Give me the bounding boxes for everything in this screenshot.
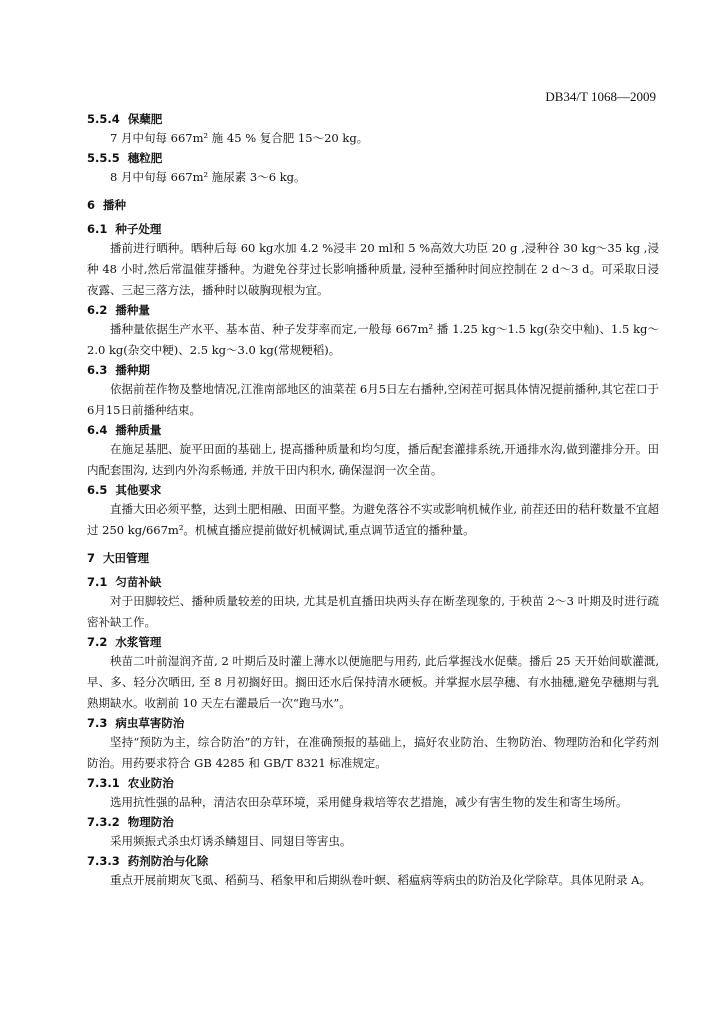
section-heading: 5.5.4 保蘖肥 [87, 112, 163, 126]
paragraph: 坚持“预防为主，综合防治”的方针，在准确预报的基础上，搞好农业防治、生物防治、物理防治和化学药剂防治。用药要求符合 GB 4285 和 GB/T 8321 标准规定。 [87, 735, 659, 770]
section-heading: 6.3 播种期 [87, 363, 150, 377]
section-heading: 6.1 种子处理 [87, 222, 162, 236]
paragraph: 秧苗二叶前湿润齐苗, 2 叶期后及时灌上薄水以便施肥与用药, 此后掌握浅水促蘖。播后 25 天开始间歇灌溉, 早、多、轻分次晒田, 至 8 月初搁好田。搁田还水后保持清水硬板。并掌握水层孕穗、有水抽穗,避免孕穗期与乳熟期缺水。收割前 10 天左右灌最后一次“跑马水”。 [87, 654, 659, 710]
section-heading: 7.2 水浆管理 [87, 635, 162, 649]
section-heading: 6.4 播种质量 [87, 423, 162, 437]
paragraph: 播种量依据生产水平、基本苗、种子发芽率而定,一般每 667m² 播 1.25 kg～1.5 kg(杂交中籼)、1.5 kg～2.0 kg(杂交中粳)、2.5 kg～3.0 kg(常规粳稻)。 [87, 322, 659, 357]
section-heading: 7.3.3 药剂防治与化除 [87, 854, 209, 868]
paragraph: 对于田脚较烂、播种质量较差的田块, 尤其是机直播田块两头存在断垄现象的, 于秧苗 2～3 叶期及时进行疏密补缺工作。 [87, 594, 659, 629]
paragraph: 采用频振式杀虫灯诱杀鳞翅目、同翅目等害虫。 [110, 834, 352, 848]
section-heading: 7.3 病虫草害防治 [87, 716, 185, 730]
paragraph: 在施足基肥、旋平田面的基础上, 提高播种质量和均匀度，播后配套灌排系统,开通排水沟,做到灌排分开。田内配套围沟, 达到内外沟系畅通, 并放干田内积水, 确保湿润一次全苗。 [87, 442, 659, 477]
section-heading: 5.5.5 穗粒肥 [87, 151, 163, 165]
standard-code: DB34/T 1068—2009 [545, 89, 656, 104]
paragraph: 直播大田必须平整，达到土肥相融、田面平整。为避免落谷不实或影响机械作业, 前茬还田的秸秆数量不宜超过 250 kg/667m²。机械直播应提前做好机械调试,重点调节适宜的播种量。 [87, 502, 659, 537]
paragraph: 重点开展前期灰飞虱、稻蓟马、稻象甲和后期纵卷叶螟、稻瘟病等病虫的防治及化学除草。具体见附录 A。 [110, 873, 651, 887]
chapter-heading: 6 播种 [87, 198, 127, 212]
section-heading: 6.5 其他要求 [87, 483, 162, 497]
section-heading: 7.3.1 农业防治 [87, 776, 174, 790]
paragraph: 7 月中旬每 667m² 施 45 % 复合肥 15～20 kg。 [110, 131, 369, 145]
paragraph: 8 月中旬每 667m² 施尿素 3～6 kg。 [110, 170, 306, 184]
document-body [87, 110, 659, 891]
section-heading: 7.3.2 物理防治 [87, 815, 174, 829]
section-heading: 7.1 匀苗补缺 [87, 575, 162, 589]
paragraph: 依据前茬作物及整地情况,江淮南部地区的油菜茬 6月5日左右播种,空闲茬可据具体情况提前播种,其它茬口于 6月15日前播种结束。 [87, 382, 659, 417]
paragraph: 选用抗性强的品种，清洁农田杂草环境，采用健身栽培等农艺措施，减少有害生物的发生和寄生场所。 [110, 795, 628, 809]
paragraph: 播前进行晒种。晒种后每 60 kg水加 4.2 %浸丰 20 ml和 5 %高效大功臣 20 g ,浸种谷 30 kg～35 kg ,浸种 48 小时,然后常温催芽播种。为避免谷芽过长影响播种质量, 浸种至播种时间应控制在 2 d～3 d。可采取日浸夜露、三起三落方法，播种时以破胸现根为宜。 [87, 241, 659, 297]
chapter-heading: 7 大田管理 [87, 551, 150, 565]
section-heading: 6.2 播种量 [87, 303, 150, 317]
